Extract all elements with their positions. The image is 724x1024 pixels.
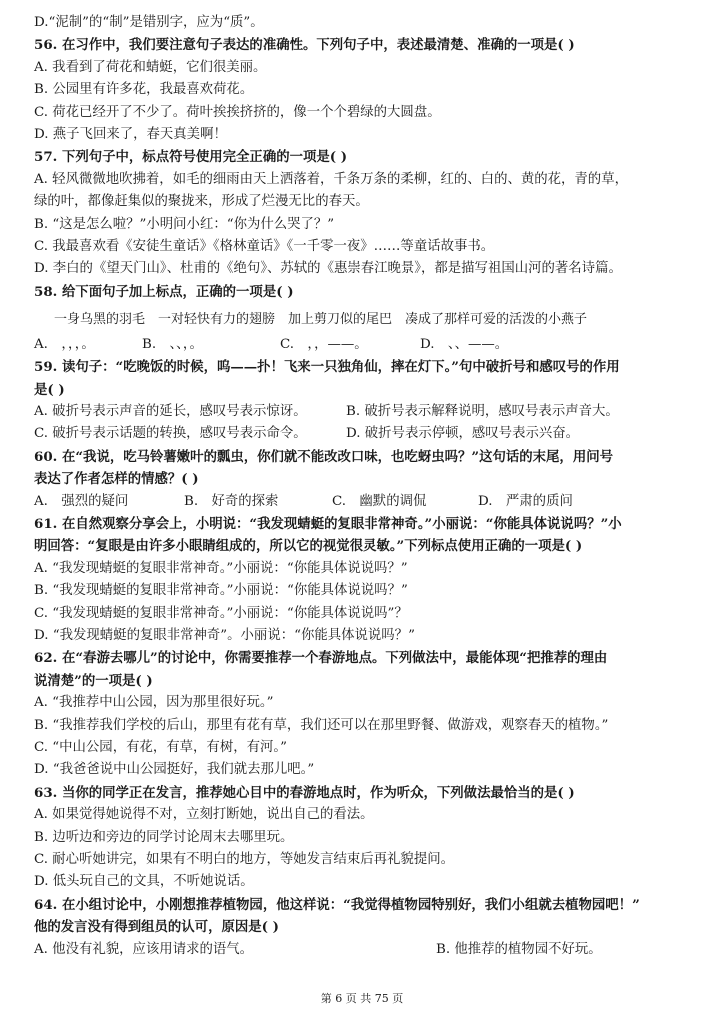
- page-number: 第 6 页 共 75 页: [320, 992, 404, 1005]
- q59-option-b: B. 破折号表示解释说明，感叹号表示声音大。: [346, 403, 619, 419]
- q57-option-c: C. 我最喜欢看《安徒生童话》《格林童话》《一千零一夜》……等童话故事书。: [34, 239, 495, 255]
- q61-option-c: C. “我发现蜻蜓的复眼非常神奇。”小丽说：“你能具体说说吗”？: [34, 605, 408, 621]
- q57-stem: 57. 下列句子中，标点符号使用完全正确的一项是( ): [34, 149, 348, 166]
- q58-stem: 58. 给下面句子加上标点，正确的一项是( ): [34, 283, 294, 300]
- q57-option-a-line1: A. 轻风微微地吹拂着，如毛的细雨由天上洒落着，千条万条的柔柳，红的、白的、黄的花，青的草，: [34, 171, 628, 187]
- q59-option-d: D. 破折号表示停顿，感叹号表示兴奋。: [346, 426, 580, 442]
- q57-option-d: D. 李白的《望天门山》、杜甫的《绝句》、苏轼的《惠崇春江晚景》，都是描写祖国山河的著名诗篇。: [34, 261, 622, 277]
- q58-option-d: D. 、、——。: [420, 336, 509, 352]
- q63-option-d: D. 低头玩自己的文具，不听她说话。: [34, 874, 254, 890]
- q61-option-a: A. “我发现蜻蜓的复眼非常神奇。”小丽说：“你能具体说说吗？”: [34, 560, 408, 576]
- q61-stem-line2: 明回答：“复眼是由许多小眼睛组成的，所以它的视觉很灵敏。”下列标点使用正确的一项是( ): [34, 538, 583, 555]
- q62-option-a: A. “我推荐中山公园，因为那里很好玩。”: [34, 695, 274, 711]
- q64-stem-line1: 64. 在小组讨论中，小刚想推荐植物园，他这样说：“我觉得植物园特别好，我们小组就去植物园吧！”: [34, 896, 640, 913]
- q60-stem-line1: 60. 在“我说，吃马铃薯嫩叶的瓢虫，你们就不能改改口味，也吃蚜虫吗？”这句话的末尾，用问号: [34, 448, 613, 465]
- q56-stem: 56. 在习作中，我们要注意句子表达的准确性。下列句子中，表述最清楚、准确的一项是( ): [34, 37, 575, 54]
- q57-option-b: B. “这是怎么啦？”小明问小红：“你为什么哭了？”: [34, 216, 335, 232]
- q60-options: [34, 491, 694, 513]
- q59-option-c: C. 破折号表示话题的转换，感叹号表示命令。: [34, 426, 307, 442]
- q57-option-a-line2: 绿的叶，都像赶集似的聚拢来，形成了烂漫无比的春天。: [34, 194, 369, 210]
- q63-stem: 63. 当你的同学正在发言，推荐她心目中的春游地点时，作为听众，下列做法最恰当的是( ): [34, 784, 575, 801]
- q64-stem-line2: 他的发言没有得到组员的认可，原因是( ): [34, 919, 279, 936]
- q58-option-a: A. ，，，。: [34, 336, 95, 352]
- q62-stem-line1: 62. 在“春游去哪儿”的讨论中，你需要推荐一个春游地点。下列做法中，最能体现“把推荐的理由: [34, 650, 608, 667]
- q60-stem-line2: 表达了作者怎样的情感？( ): [34, 471, 199, 488]
- q60-option-b: B. 好奇的探索: [184, 493, 279, 509]
- q62-option-c: C. “中山公园，有花，有草，有树，有河。”: [34, 740, 287, 755]
- q58-options: [34, 334, 694, 356]
- q61-option-b: B. “我发现蜻蜓的复眼非常神奇。”小丽说：“你能具体说说吗？”: [34, 583, 408, 599]
- q64-options: [34, 939, 694, 961]
- q56-option-a: A. 我看到了荷花和蜻蜓，它们很美丽。: [34, 59, 267, 75]
- q61-stem-line1: 61. 在自然观察分享会上，小明说：“我发现蜻蜓的复眼非常神奇。”小丽说：“你能具体说说吗？”小: [34, 515, 622, 532]
- q61-option-d: D. “我发现蜻蜓的复眼非常神奇”。小丽说：“你能具体说说吗？”: [34, 627, 415, 643]
- q56-option-b: B. 公园里有许多花，我最喜欢荷花。: [34, 82, 254, 98]
- q59-stem-line2: 是( ): [34, 381, 65, 398]
- q62-option-b: B. “我推荐我们学校的后山，那里有花有草，我们还可以在那里野餐、做游戏，观察春天的植物。”: [34, 717, 609, 733]
- q56-option-c: C. 荷花已经开了不少了。荷叶挨挨挤挤的，像一个个碧绿的大圆盘。: [34, 104, 441, 120]
- q62-stem-line2: 说清楚”的一项是( ): [34, 672, 153, 689]
- q56-option-d: D. 燕子飞回来了，春天真美啊！: [34, 127, 227, 143]
- q58-option-c: C. ，，——。: [280, 336, 368, 352]
- q58-option-b: B. 、、，。: [142, 336, 203, 352]
- q60-option-d: D. 严肃的质问: [478, 493, 573, 509]
- q60-option-a: A. 强烈的疑问: [34, 493, 129, 509]
- q59-stem-line1: 59. 读句子：“吃晚饭的时候，呜——扑！飞来一只独角仙，摔在灯下。”句中破折号和感叹号的作用: [34, 359, 620, 376]
- q63-option-a: A. 如果觉得她说得不对，立刻打断她，说出自己的看法。: [34, 807, 374, 823]
- q59-option-a: A. 破折号表示声音的延长，感叹号表示惊讶。: [34, 403, 307, 419]
- q63-option-b: B. 边听边和旁边的同学讨论周末去哪里玩。: [34, 829, 294, 845]
- q59-options-row1: [34, 401, 694, 423]
- q62-option-d: D. “我爸爸说中山公园挺好，我们就去那儿吧。”: [34, 762, 315, 778]
- q58-sentence: 一身乌黑的羽毛 一对轻快有力的翅膀 加上剪刀似的尾巴 凑成了那样可爱的活泼的小燕子: [54, 312, 588, 328]
- q64-option-a: A. 他没有礼貌，应该用请求的语气。: [34, 941, 254, 957]
- q60-option-c: C. 幽默的调侃: [332, 493, 427, 509]
- q55-option-d: D.“泥制”的“制”是错别字，应为“质”。: [34, 15, 264, 30]
- q63-option-c: C. 耐心听她讲完，如果有不明白的地方，等她发言结束后再礼貌提问。: [34, 852, 454, 868]
- q59-options-row2: [34, 423, 694, 445]
- q64-option-b: B. 他推荐的植物园不好玩。: [436, 941, 602, 957]
